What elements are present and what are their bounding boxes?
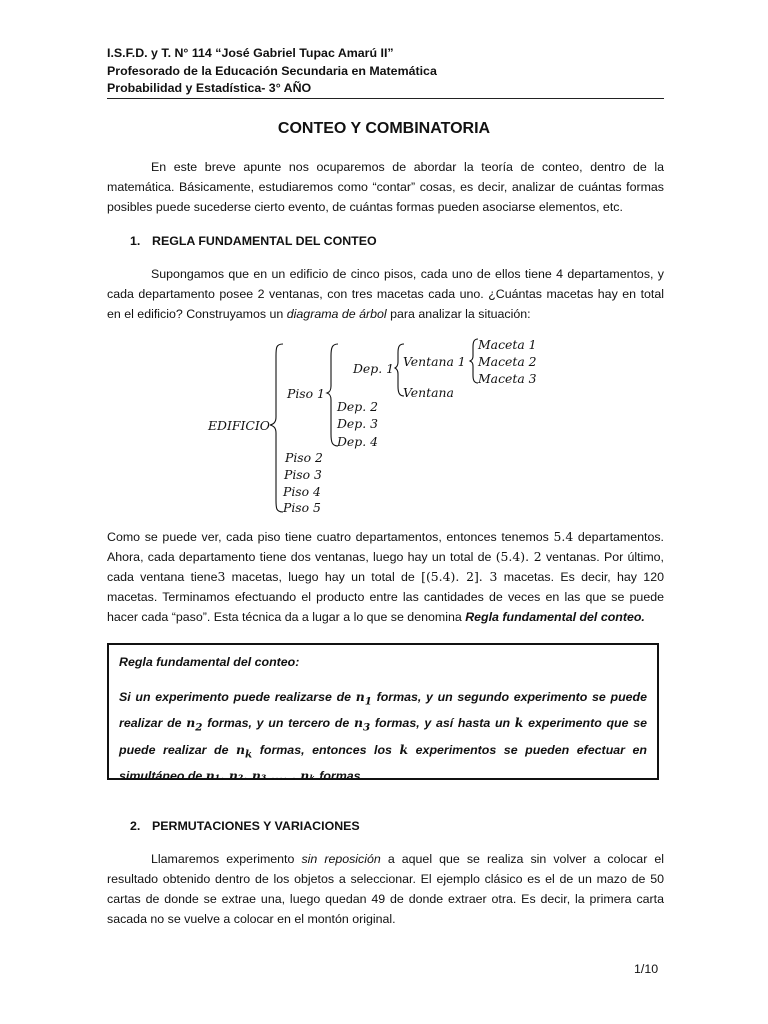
rule-text-4: formas, y así hasta un [370, 716, 515, 731]
rule-box-body [119, 686, 647, 787]
page-number: 1/10 [634, 962, 659, 976]
rule-nk-base: n [236, 741, 246, 757]
rule-k1: k [514, 715, 524, 731]
p2-text-1: Como se puede ver, cada piso tiene cuatro departamentos, entonces tenemos [107, 530, 554, 544]
section-1-paragraph-2 [107, 527, 664, 627]
s2-text-a: Llamaremos experimento [151, 852, 302, 866]
tree-dep-2: Dep. 2 [337, 399, 378, 414]
p2-rule-name: Regla fundamental del conteo. [465, 610, 645, 624]
rule-n2 [186, 715, 203, 734]
header-course: Probabilidad y Estadística- 3° AÑO [107, 81, 312, 95]
tree-dep-1: Dep. 1 [353, 361, 394, 376]
p2-text-3: ventanas. Por último, cada ventana tiene [107, 550, 664, 584]
rule-nk-sub: k [245, 748, 253, 761]
rule-text-3: formas, y un tercero de [202, 716, 354, 731]
rule-n3 [353, 715, 371, 734]
page-title: CONTEO Y COMBINATORIA [277, 120, 491, 137]
section-2-title: PERMUTACIONES Y VARIACIONES [152, 819, 360, 833]
rule-n1 [355, 689, 372, 708]
rule-n2-sub: 2 [195, 721, 203, 734]
tree-edificio: EDIFICIO [208, 418, 270, 433]
rule-n1-base: n [355, 689, 365, 704]
rule-text-1: Si un experimento puede realizarse de [119, 690, 356, 704]
rule-nk [236, 741, 253, 761]
p1-emphasis: diagrama de árbol [286, 307, 387, 321]
header-institution: I.S.F.D. y T. N° 114 “José Gabriel Tupac Amarú II” [107, 46, 394, 60]
tree-piso-1: Piso 1 [287, 386, 325, 401]
rule-n2-base: n [186, 715, 196, 731]
tree-ventana: Ventana [403, 385, 454, 400]
rule-box [107, 643, 659, 784]
rule-text-7: experimentos se pueden efectuar en simultáneo de [119, 742, 647, 784]
section-2-paragraph [107, 849, 664, 929]
section-2-heading [130, 819, 360, 833]
tree-ventana-1: Ventana 1 [403, 354, 466, 369]
p1-text-b: para analizar la situación: [386, 307, 531, 321]
rule-n3-base: n [353, 715, 363, 731]
rule-n1-sub: 1 [364, 695, 372, 708]
p1-text-a: Supongamos que en un edificio de cinco pisos, cada uno de ellos tiene 4 departamentos, y cada departamento posee 2 ventanas, con tres macetas cada uno. ¿Cuántas macetas hay en total en el edificio? Construyamos un [107, 267, 664, 321]
brace-edificio [270, 344, 283, 512]
brace-ventana1 [470, 339, 478, 383]
tree-piso-2: Piso 2 [285, 450, 323, 465]
s2-emphasis: sin reposición [301, 852, 381, 866]
p2-math-3: 3 [217, 569, 226, 584]
intro-text: En este breve apunte nos ocuparemos de abordar la teoría de conteo, dentro de la matemática. Básicamente, estudiaremos como “contar” cosas, es decir, analizar de cuántas formas posibles puede sucederse cierto evento, de cuántas formas pueden asociarse elementos, etc. [107, 160, 664, 214]
header-program: Profesorado de la Educación Secundaria en Matemática [107, 64, 437, 78]
s2-text-b: a aquel que se realiza sin volver a colocar el resultado obtenido dentro de los objetos a seleccionar. El ejemplo clásico es el de un mazo de 50 cartas de donde se extrae una, luego quedan 49 de donde extraer otra. Es decir, la primera carta sacada no se vuelve a colocar en el montón original. [107, 852, 664, 926]
tree-maceta-1: Maceta 1 [478, 337, 537, 352]
rule-text-2: formas, y un segundo experimento se puede realizar de [119, 690, 647, 731]
rule-n3-sub: 3 [363, 721, 371, 734]
p2-text-2: departamentos. Ahora, cada departamento tiene dos ventanas, luego hay un total de [107, 530, 664, 564]
rule-product: n₁. n₂. n₃ …. . nₖ [205, 768, 316, 784]
tree-maceta-3: Maceta 3 [478, 371, 537, 386]
rule-text-6: formas, entonces los [252, 742, 400, 757]
p2-math-4: [(5.4). 2]. 3 [421, 569, 498, 584]
tree-dep-3: Dep. 3 [337, 416, 378, 431]
tree-dep-4: Dep. 4 [337, 434, 378, 449]
tree-maceta-2: Maceta 2 [478, 354, 537, 369]
rule-box-title: Regla fundamental del conteo: [119, 655, 300, 669]
p2-math-2: (5.4). 2 [495, 549, 542, 564]
rule-text-5: experimento que se puede realizar de [119, 716, 647, 757]
section-2-number: 2. [130, 819, 141, 833]
p2-text-4: macetas, luego hay un total de [225, 570, 422, 584]
tree-piso-3: Piso 3 [284, 467, 322, 482]
section-1-title: REGLA FUNDAMENTAL DEL CONTEO [152, 234, 377, 248]
tree-piso-5: Piso 5 [283, 500, 321, 515]
section-1-number: 1. [130, 234, 141, 248]
rule-k2: k [399, 741, 409, 757]
p2-math-1: 5.4 [553, 529, 574, 544]
tree-piso-4: Piso 4 [283, 484, 321, 499]
p2-text-5: macetas. Es decir, hay 120 macetas. Terminamos efectuando el producto entre las cantidades de veces en las que se puede hacer cada “paso”. Esta técnica da a lugar a lo que se denomina [107, 570, 664, 624]
rule-text-8: formas. [315, 769, 364, 784]
